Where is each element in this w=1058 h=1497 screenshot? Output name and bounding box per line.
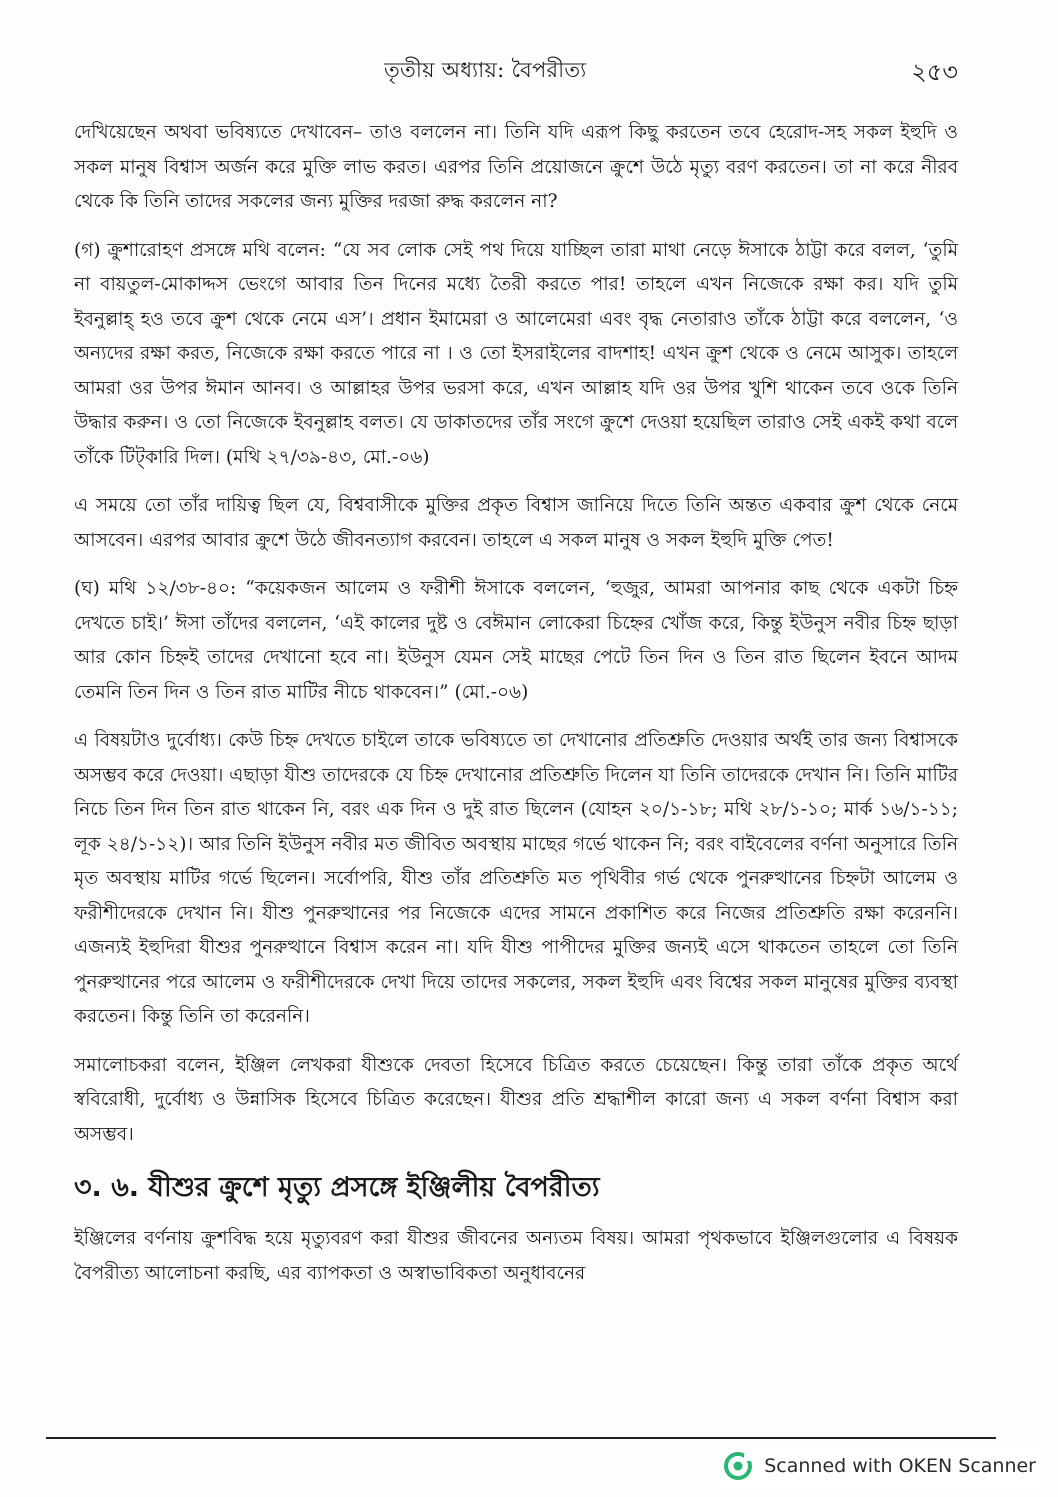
paragraph: (গ) ক্রুশারোহণ প্রসঙ্গে মথি বলেন: “যে সব লোক সেই পথ দিয়ে যাচ্ছিল তারা মাথা নেড়ে ঈসাকে ঠাট্টা করে বলল, ‘তুমি না বায়তুল-মোকাদ্দস ভেংগে আবার তিন দিনের মধ্যে তৈরী করতে পার! তাহলে এখন নিজেকে রক্ষা কর। যদি তুমি ইবনুল্লাহ্ হও তবে ক্রুশ থেকে নেমে এস’। প্রধান ইমামেরা ও আলেমেরা এবং বৃদ্ধ নেতারাও তাঁকে ঠাট্টা করে বললেন, ‘ও অন্যদের রক্ষা করত, নিজেকে রক্ষা করতে পারে না । ও তো ইসরাইলের বাদশাহ! এখন ক্রুশ থেকে ও নেমে আসুক। তাহলে আমরা ওর উপর ঈমান আনব। ও আল্লাহর উপর ভরসা করে, এখন আল্লাহ যদি ওর উপর খুশি থাকেন তবে ওকে তিনি উদ্ধার করুন। ও তো নিজেকে ইবনুল্লাহ বলত। যে ডাকাতদের তাঁর সংগে ক্রুশে দেওয়া হয়েছিল তারাও সেই একই কথা বলে তাঁকে টিট্‌কারি দিল। (মথি ২৭/৩৯-৪৩, মো.-০৬) [74,239,958,468]
section-intro-paragraph: ইঞ্জিলের বর্ণনায় ক্রুশবিদ্ধ হয়ে মৃত্যুবরণ করা যীশুর জীবনের অন্যতম বিষয়। আমরা পৃথকভাবে ইঞ্জিলগুলোর এ বিষয়ক বৈপরীত্য আলোচনা করছি, এর ব্যাপকতা ও অস্বাভাবিকতা অনুধাবনের [74,1228,958,1284]
bottom-divider [46,1437,996,1439]
page-number: ২৫৩ [911,58,958,86]
paragraph: দেখিয়েছেন অথবা ভবিষ্যতে দেখাবেন– তাও বললেন না। তিনি যদি এরূপ কিছু করতেন তবে হেরোদ-সহ সকল ইহুদি ও সকল মানুষ বিশ্বাস অর্জন করে মুক্তি লাভ করত। এরপর তিনি প্রয়োজনে ক্রুশে উঠে মৃত্যু বরণ করতেন। তা না করে নীরব থেকে কি তিনি তাদের সকলের জন্য মুক্তির দরজা রুদ্ধ করলেন না? [74,122,958,212]
section-heading: ৩. ৬. যীশুর ক্রুশে মৃত্যু প্রসঙ্গে ইঞ্জিলীয় বৈপরীত্য [74,1172,600,1203]
paragraph: সমালোচকরা বলেন, ইঞ্জিল লেখকরা যীশুকে দেবতা হিসেবে চিত্রিত করতে চেয়েছেন। কিন্তু তারা তাঁকে প্রকৃত অর্থে স্ববিরোধী, দুর্বোধ্য ও উন্নাসিক হিসেবে চিত্রিত করেছেন। যীশুর প্রতি শ্রদ্ধাশীল কারো জন্য এ সকল বর্ণনা বিশ্বাস করা অসম্ভব। [74,1054,958,1145]
page-header [74,54,958,94]
chapter-title: তৃতীয় অধ্যায়: বৈপরীত্য [384,58,587,82]
scanner-label: Scanned with OKEN Scanner [764,1455,1036,1477]
scanner-watermark [720,1444,1042,1488]
paragraph: (ঘ) মথি ১২/৩৮-৪০: “কয়েকজন আলেম ও ফরীশী ঈসাকে বললেন, ‘হুজুর, আমরা আপনার কাছ থেকে একটা চিহ্ন দেখতে চাই।’ ঈসা তাঁদের বললেন, ‘এই কালের দুষ্ট ও বেঈমান লোকেরা চিহ্নের খোঁজ করে, কিন্তু ইউনুস নবীর চিহ্ন ছাড়া আর কোন চিহ্নই তাদের দেখানো হবে না। ইউনুস যেমন সেই মাছের পেটে তিন দিন ও তিন রাত ছিলেন ইবনে আদম তেমনি তিন দিন ও তিন রাত মাটির নীচে থাকবেন।” (মো.-০৬) [74,578,958,703]
paragraph: এ সময়ে তো তাঁর দায়িত্ব ছিল যে, বিশ্ববাসীকে মুক্তির প্রকৃত বিশ্বাস জানিয়ে দিতে তিনি অন্তত একবার ক্রুশ থেকে নেমে আসবেন। এরপর আবার ক্রুশে উঠে জীবনত্যাগ করবেন। তাহলে এ সকল মানুষ ও সকল ইহুদি মুক্তি পেত! [74,495,958,551]
page-content [74,116,958,1305]
paragraph: এ বিষয়টাও দুর্বোধ্য। কেউ চিহ্ন দেখতে চাইলে তাকে ভবিষ্যতে তা দেখানোর প্রতিশ্রুতি দেওয়ার অর্থই তার জন্য বিশ্বাসকে অসম্ভব করে দেওয়া। এছাড়া যীশু তাদেরকে যে চিহ্ন দেখানোর প্রতিশ্রুতি দিলেন যা তিনি তাদেরকে দেখান নি। তিনি মাটির নিচে তিন দিন তিন রাত থাকেন নি, বরং এক দিন ও দুই রাত ছিলেন (যোহন ২০/১-১৮; মথি ২৮/১-১০; মার্ক ১৬/১-১১; লূক ২৪/১-১২)। আর তিনি ইউনুস নবীর মত জীবিত অবস্থায় মাছের গর্ভে থাকেন নি; বরং বাইবেলের বর্ণনা অনুসারে তিনি মৃত অবস্থায় মাটির গর্ভে ছিলেন। সর্বোপরি, যীশু তাঁর প্রতিশ্রুতি মত পৃথিবীর গর্ভ থেকে পুনরুত্থানের চিহ্নটা আলেম ও ফরীশীদেরকে দেখান নি। যীশু পুনরুত্থানের পর নিজেকে এদের সামনে প্রকাশিত করে নিজের প্রতিশ্রুতি রক্ষা করেননি। এজন্যই ইহুদিরা যীশুর পুনরুত্থানে বিশ্বাস করেন না। যদি যীশু পাপীদের মুক্তির জন্যই এসে থাকতেন তাহলে তো তিনি পুনরুত্থানের পরে আলেম ও ফরীশীদেরকে দেখা দিয়ে তাদের সকলের, সকল ইহুদি এবং বিশ্বের সকল মানুষের মুক্তির ব্যবস্থা করতেন। কিন্তু তিনি তা করেননি। [74,730,958,1027]
oken-scanner-icon [724,1452,752,1480]
